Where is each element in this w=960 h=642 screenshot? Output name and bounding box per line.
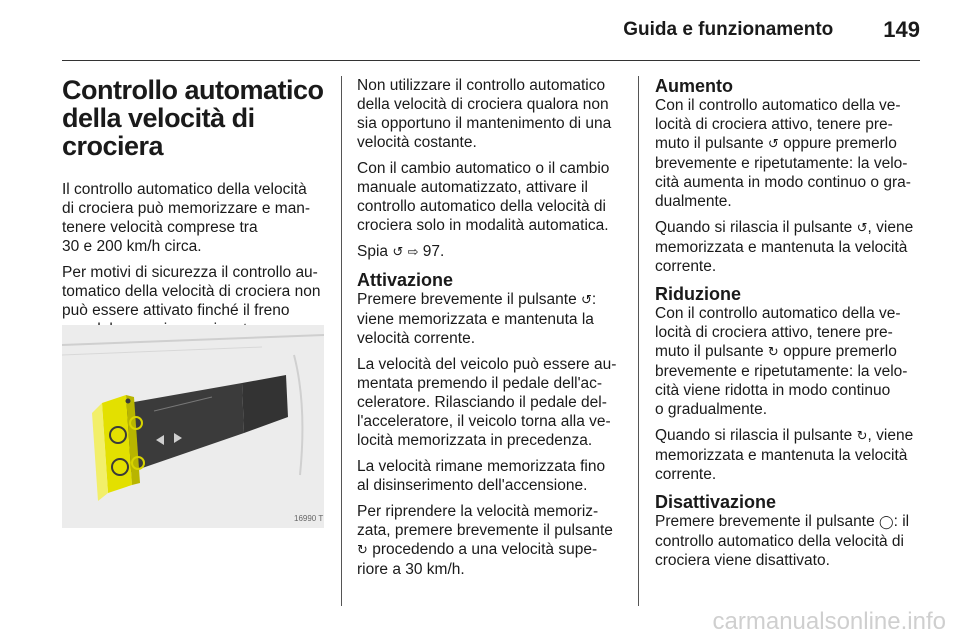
section-title: Guida e funzionamento bbox=[623, 19, 834, 40]
watermark: carmanualsonline.info bbox=[712, 608, 946, 635]
cruise-set-icon: ↻ bbox=[767, 345, 779, 360]
memory-paragraph: La velocità rimane memorizzata fino al disinserimento dell'accensione. bbox=[357, 458, 606, 494]
column-divider bbox=[638, 76, 639, 606]
lever-illustration bbox=[62, 325, 324, 528]
cruise-resume-icon: ↺ bbox=[767, 137, 779, 152]
cruise-off-icon: ◯ bbox=[879, 515, 894, 530]
deactivation-paragraph: Premere brevemente il pulsante ◯: il controllo automatico della velocità di crociera viene disattivato. bbox=[655, 513, 910, 569]
cruise-set-icon: ↻ bbox=[357, 543, 368, 558]
safety-paragraph: Per motivi di sicurezza il controllo au- tomatico della velocità di crociera non può essere attivato finché il freno bbox=[62, 264, 321, 319]
column-divider bbox=[341, 76, 342, 606]
cruise-set-icon: ↻ bbox=[856, 429, 868, 444]
chapter-title: Controllo automatico della velocità di crociera bbox=[62, 75, 324, 161]
warning-paragraph: Non utilizzare il controllo automatico della velocità di crociera qualora non sia opportuno il mantenimento di una velocità costante. bbox=[357, 77, 612, 151]
reduce-heading: Riduzione bbox=[655, 284, 741, 304]
deactivation-heading: Disattivazione bbox=[655, 492, 777, 512]
activation-heading: Attivazione bbox=[357, 270, 454, 290]
cruise-resume-icon: ↺ bbox=[856, 221, 868, 236]
header-rule bbox=[62, 60, 920, 61]
indicator-reference: Spia ↺ ⇨ 97. bbox=[357, 243, 445, 260]
cruise-resume-icon: ↺ bbox=[581, 293, 592, 308]
reduce-paragraph: Con il controllo automatico della ve- locità di crociera attivo, tenere pre- muto il pulsante ↻ oppure premerlo brevemente e ripetutamente: la velo- cità viene ridotta in modo continuo o gradualmente. bbox=[655, 305, 908, 418]
resume-paragraph: Per riprendere la velocità memoriz- zata, premere brevemente il pulsante ↻ procedendo a una velocità supe- riore a 30 km/h. bbox=[357, 503, 613, 578]
increase-paragraph: Con il controllo automatico della ve- locità di crociera attivo, tenere pre- muto il pulsante ↺ oppure premerlo brevemente e ripetutamente: la velo- cità aumenta in modo continuo o gra- dualmente. bbox=[655, 97, 911, 210]
cruise-control-lever-figure bbox=[62, 325, 324, 528]
figure-code: 16990 T bbox=[294, 514, 324, 523]
reduce-release-paragraph: Quando si rilascia il pulsante ↻, viene memorizzata e mantenuta la velocità corrente. bbox=[655, 427, 914, 483]
increase-release-paragraph: Quando si rilascia il pulsante ↺, viene memorizzata e mantenuta la velocità corrente. bbox=[655, 219, 914, 275]
column-3 bbox=[655, 76, 925, 570]
cruise-control-icon: ↺ bbox=[392, 245, 404, 260]
page-header bbox=[623, 14, 920, 46]
activation-paragraph: Premere brevemente il pulsante ↺: viene memorizzata e mantenuta la velocità corrente. bbox=[357, 291, 597, 347]
accelerator-paragraph: La velocità del veicolo può essere au- mentata premendo il pedale dell'ac- celeratore. Rilasciando il pedale del- l'acceleratore, il veicolo torna alla ve- locità memorizzata in precedenza. bbox=[357, 356, 617, 449]
increase-heading: Aumento bbox=[655, 76, 733, 96]
column-1 bbox=[62, 76, 324, 365]
intro-paragraph: Il controllo automatico della velocità di crociera può memorizzare e man- tenere velocità comprese tra 30 e 200 km/h circa. bbox=[62, 181, 311, 255]
page-reference-arrow: ⇨ bbox=[407, 245, 419, 260]
column-2 bbox=[357, 76, 622, 579]
indicator-dot-icon bbox=[126, 399, 131, 404]
page-number: 149 bbox=[883, 17, 920, 42]
gearbox-paragraph: Con il cambio automatico o il cambio manuale automatizzato, attivare il controllo automatico della velocità di crociera solo in modalità automatica. bbox=[357, 160, 610, 234]
